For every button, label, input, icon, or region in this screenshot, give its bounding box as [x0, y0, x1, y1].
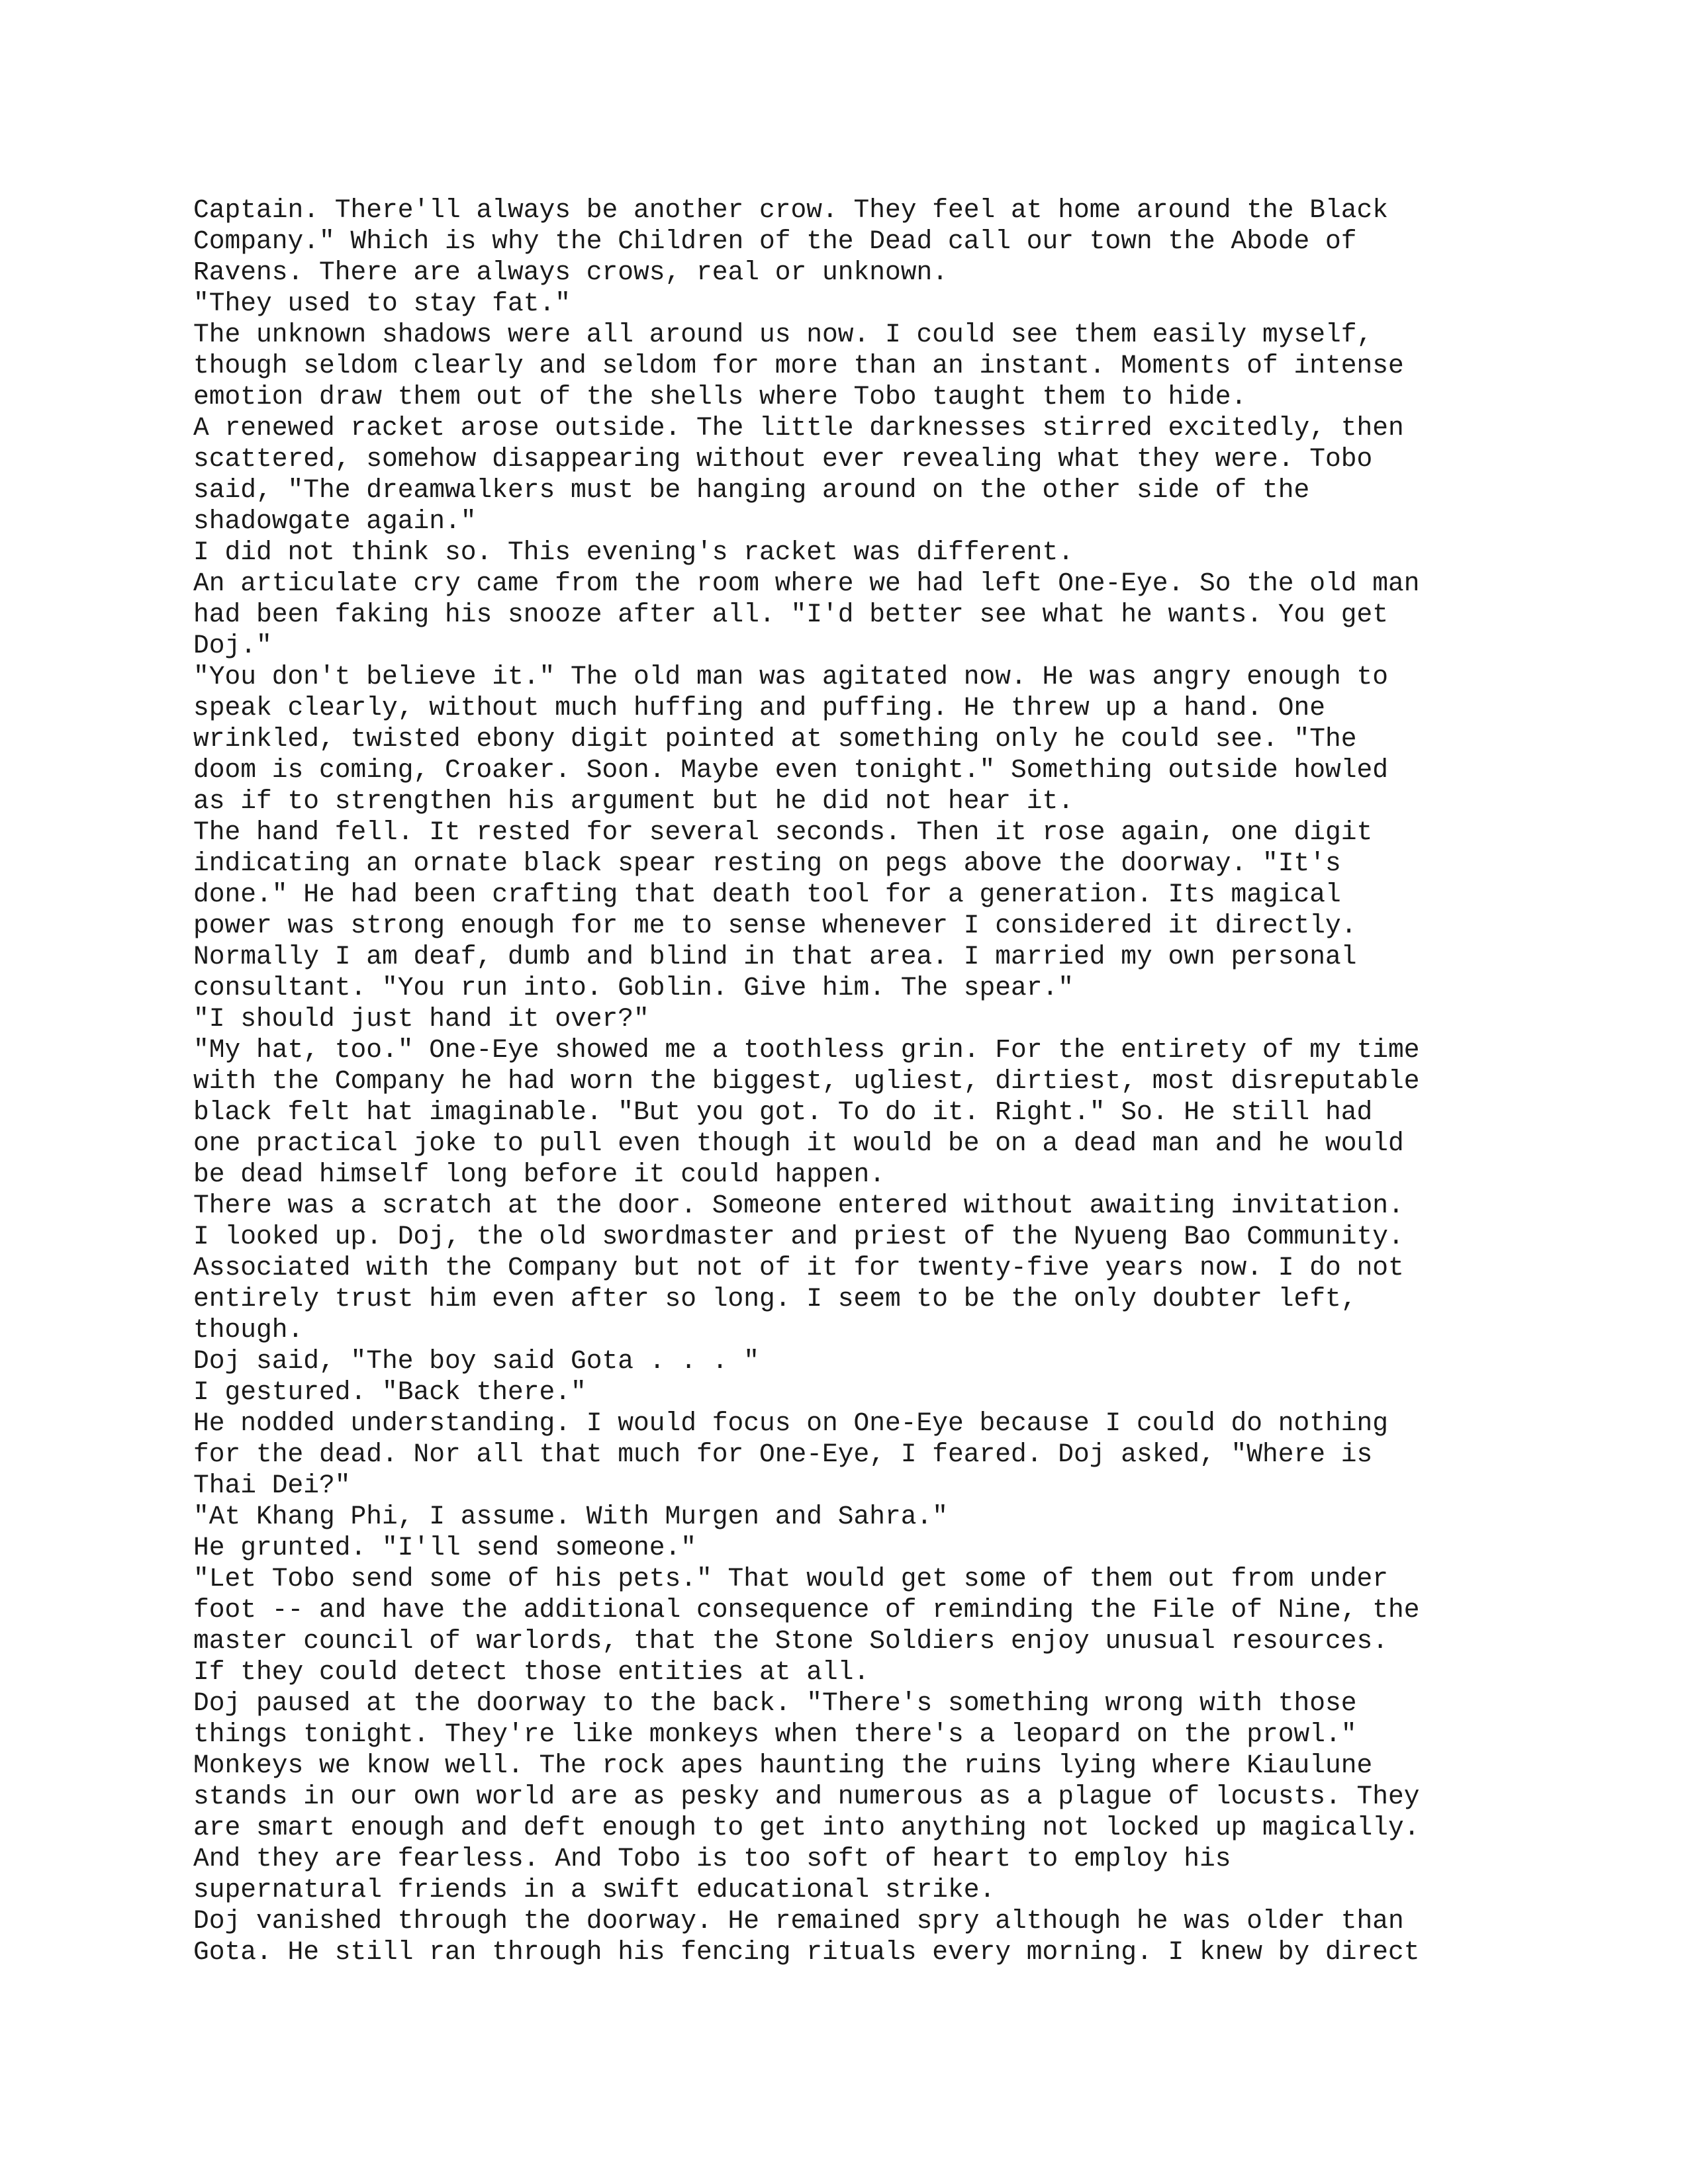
text-line: black felt hat imaginable. "But you got. To do it. Right." So. He still had [193, 1097, 1373, 1127]
text-line: Doj said, "The boy said Gota . . . " [193, 1346, 760, 1376]
text-line: consultant. "You run into. Goblin. Give him. The spear." [193, 973, 1074, 1003]
text-line: entirely trust him even after so long. I seem to be the only doubter left, [193, 1284, 1357, 1314]
text-line: And they are fearless. And Tobo is too soft of heart to employ his [193, 1844, 1231, 1874]
body-text [193, 195, 1517, 1968]
text-line: stands in our own world are as pesky and numerous as a plague of locusts. They [193, 1782, 1420, 1811]
text-line: wrinkled, twisted ebony digit pointed at something only he could see. "The [193, 724, 1357, 754]
text-line: Captain. There'll always be another crow. They feel at home around the Black [193, 195, 1389, 225]
text-line: with the Company he had worn the biggest, ugliest, dirtiest, most disreputable [193, 1066, 1420, 1096]
text-line: The unknown shadows were all around us now. I could see them easily myself, [193, 320, 1373, 349]
text-line: foot -- and have the additional consequence of reminding the File of Nine, the [193, 1595, 1420, 1625]
text-line: "They used to stay fat." [193, 289, 571, 318]
text-line: "My hat, too." One-Eye showed me a toothless grin. For the entirety of my time [193, 1035, 1420, 1065]
text-line: supernatural friends in a swift educational strike. [193, 1875, 996, 1905]
text-line: I gestured. "Back there." [193, 1377, 586, 1407]
text-line: for the dead. Nor all that much for One-Eye, I feared. Doj asked, "Where is [193, 1439, 1373, 1469]
text-line: "Let Tobo send some of his pets." That would get some of them out from under [193, 1564, 1389, 1594]
text-line: though seldom clearly and seldom for more than an instant. Moments of intense [193, 351, 1404, 381]
text-line: master council of warlords, that the Stone Soldiers enjoy unusual resources. [193, 1626, 1389, 1656]
text-line: shadowgate again." [193, 506, 477, 536]
text-line: An articulate cry came from the room where we had left One-Eye. So the old man [193, 569, 1420, 598]
text-line: doom is coming, Croaker. Soon. Maybe even tonight." Something outside howled [193, 755, 1389, 785]
text-line: There was a scratch at the door. Someone entered without awaiting invitation. [193, 1191, 1404, 1220]
text-line: done." He had been crafting that death tool for a generation. Its magical [193, 880, 1341, 909]
text-line: things tonight. They're like monkeys when there's a leopard on the prowl." [193, 1719, 1357, 1749]
text-line: He nodded understanding. I would focus on One-Eye because I could do nothing [193, 1408, 1389, 1438]
text-line: "I should just hand it over?" [193, 1004, 649, 1034]
text-line: Company." Which is why the Children of the Dead call our town the Abode of [193, 226, 1357, 256]
text-line: Doj vanished through the doorway. He remained spry although he was older than [193, 1906, 1404, 1936]
text-line: Ravens. There are always crows, real or unknown. [193, 257, 949, 287]
text-line: speak clearly, without much huffing and puffing. He threw up a hand. One [193, 693, 1326, 723]
text-line: If they could detect those entities at all. [193, 1657, 870, 1687]
text-line: Doj paused at the doorway to the back. "There's something wrong with those [193, 1688, 1357, 1718]
text-line: The hand fell. It rested for several seconds. Then it rose again, one digit [193, 817, 1373, 847]
text-line: scattered, somehow disappearing without ever revealing what they were. Tobo [193, 444, 1373, 474]
text-line: are smart enough and deft enough to get into anything not locked up magically. [193, 1813, 1420, 1843]
text-line: A renewed racket arose outside. The little darknesses stirred excitedly, then [193, 413, 1404, 443]
text-line: be dead himself long before it could happen. [193, 1160, 886, 1189]
text-line: Thai Dei?" [193, 1471, 351, 1500]
text-line: power was strong enough for me to sense whenever I considered it directly. [193, 911, 1357, 940]
text-line: indicating an ornate black spear resting on pegs above the doorway. "It's [193, 848, 1341, 878]
text-line: "You don't believe it." The old man was agitated now. He was angry enough to [193, 662, 1389, 692]
text-line: Doj." [193, 631, 272, 660]
text-line: Monkeys we know well. The rock apes haunting the ruins lying where Kiaulune [193, 1751, 1373, 1780]
text-line: emotion draw them out of the shells where Tobo taught them to hide. [193, 382, 1247, 412]
text-line: I looked up. Doj, the old swordmaster and priest of the Nyueng Bao Community. [193, 1222, 1404, 1251]
text-line: as if to strengthen his argument but he did not hear it. [193, 786, 1074, 816]
text-line: said, "The dreamwalkers must be hanging around on the other side of the [193, 475, 1310, 505]
text-line: though. [193, 1315, 304, 1345]
text-line: Normally I am deaf, dumb and blind in that area. I married my own personal [193, 942, 1357, 972]
text-line: "At Khang Phi, I assume. With Murgen and Sahra." [193, 1502, 949, 1531]
text-line: Gota. He still ran through his fencing rituals every morning. I knew by direct [193, 1937, 1420, 1967]
text-line: one practical joke to pull even though it would be on a dead man and he would [193, 1128, 1404, 1158]
text-line: Associated with the Company but not of it for twenty-five years now. I do not [193, 1253, 1404, 1283]
text-line: He grunted. "I'll send someone." [193, 1533, 697, 1563]
text-line: had been faking his snooze after all. "I'd better see what he wants. You get [193, 600, 1389, 629]
text-line: I did not think so. This evening's racket was different. [193, 537, 1074, 567]
